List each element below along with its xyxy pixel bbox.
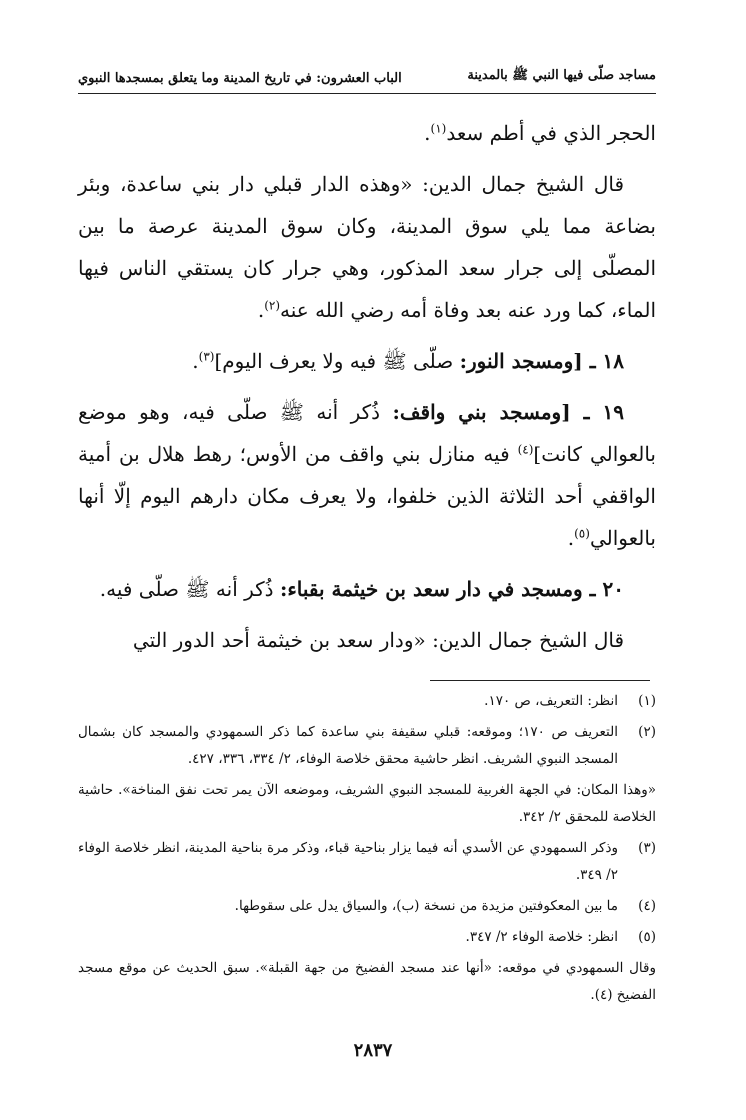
paragraph-mosque-20: ٢٠ ـ ومسجد في دار سعد بن خيثمة بقباء: ذُكر أنه ﷺ صلّى فيه. (99, 577, 624, 601)
page-number: ٢٨٣٧ (353, 1040, 393, 1061)
footnote-item (78, 719, 656, 773)
header-section-title: مساجد صلّى فيها النبي ﷺ بالمدينة (467, 68, 656, 83)
paragraph-6: قال الشيخ جمال الدين: «ودار سعد بن خيثمة أحد الدور التي (132, 628, 624, 652)
footnote-item (78, 688, 656, 715)
footnote-item (78, 835, 656, 889)
header-chapter-title: الباب العشرون: في تاريخ المدينة وما يتعلق بمسجدها النبوي (78, 71, 402, 86)
paragraph-mosque-18: ١٨ ـ [ومسجد النور: صلّى ﷺ فيه ولا يعرف اليوم]$^{(٣)}$. (192, 349, 624, 373)
footnote-ref: (١) (430, 121, 447, 136)
footnote-number: (٣) (638, 840, 656, 856)
mosque-heading: ١٨ ـ [ومسجد النور: (459, 349, 624, 373)
footnote-text: انظر: خلاصة الوفاء ٢/ ٣٤٧. (465, 929, 618, 945)
footnote-text: التعريف ص ١٧٠؛ وموقعه: قبلي سقيفة بني ساعدة كما ذكر السمهودي والمسجد كان بشمال المسجد النبوي الشريف. انظر حاشية محقق خلاصة الوفاء، ٢/ ٣٣٤، ٣٣٦، ٤٢٧. (78, 724, 618, 767)
footnote-ref: (٥) (574, 526, 590, 541)
paragraph-2: قال الشيخ جمال الدين: «وهذه الدار قبلي دار بني ساعدة، وبئر بضاعة مما يلي سوق المدينة، وكان سوق المدينة عرصة ما بين المصلّى إلى جرار سعد المذكور، وهي جرار كان يستقي الناس فيها الماء، كما ورد عنه بعد وفاة أمه رضي الله عنه$^{(٢)}$. (78, 172, 656, 322)
mosque-heading: ٢٠ ـ ومسجد في دار سعد بن خيثمة بقباء: (279, 577, 624, 601)
footnote-rule (430, 680, 650, 681)
footnote-number: (٢) (638, 724, 656, 740)
footnote-item (78, 924, 656, 951)
footnote-ref: (٣) (198, 349, 215, 364)
footnote-text: انظر: التعريف، ص ١٧٠. (484, 693, 618, 709)
footnote-number: (٥) (638, 929, 656, 945)
footnote-item (78, 893, 656, 920)
footnote-text: وذكر السمهودي عن الأسدي أنه فيما يزار بناحية قباء، وذكر مرة بناحية المدينة، انظر خلاصة الوفاء ٢/ ٣٤٩. (78, 840, 618, 883)
footnote-continuation: «وهذا المكان: في الجهة الغربية للمسجد النبوي الشريف، وموضعه الآن يمر تحت نفق المناخة». حاشية الخلاصة للمحقق ٢/ ٣٤٢. (78, 782, 656, 825)
footnote-continuation: وقال السمهودي في موقعه: «أنها عند مسجد الفضيخ من جهة القبلة». سبق الحديث عن موقع مسجد الفضيخ (٤). (78, 960, 656, 1003)
header-rule (78, 93, 656, 94)
mosque-heading: ١٩ ـ [ومسجد بني واقف: (392, 400, 624, 424)
footnote-number: (٤) (638, 898, 656, 914)
footnotes (78, 688, 656, 1013)
footnote-text: ما بين المعكوفتين مزيدة من نسخة (ب)، والسياق يدل على سقوطها. (234, 898, 618, 914)
paragraph-1: الحجر الذي في أطم سعد$^{(١)}$. (424, 121, 656, 145)
running-header (78, 58, 656, 86)
footnote-ref: (٤) (517, 442, 534, 457)
footnote-ref: (٢) (264, 298, 281, 313)
footnote-number: (١) (638, 693, 656, 709)
main-text (78, 112, 656, 670)
paragraph-mosque-19: ١٩ ـ [ومسجد بني واقف: ذُكر أنه ﷺ صلّى فيه، وهو موضع بالعوالي كانت]$^{(٤)}$ فيه منازل بني واقف من الأوس؛ رهط هلال بن أمية الواقفي أحد الثلاثة الذين خلفوا، ولا يعرف مكان دارهم اليوم إلّا أنها بالعوالي$^{(٥)}$. (78, 400, 656, 550)
